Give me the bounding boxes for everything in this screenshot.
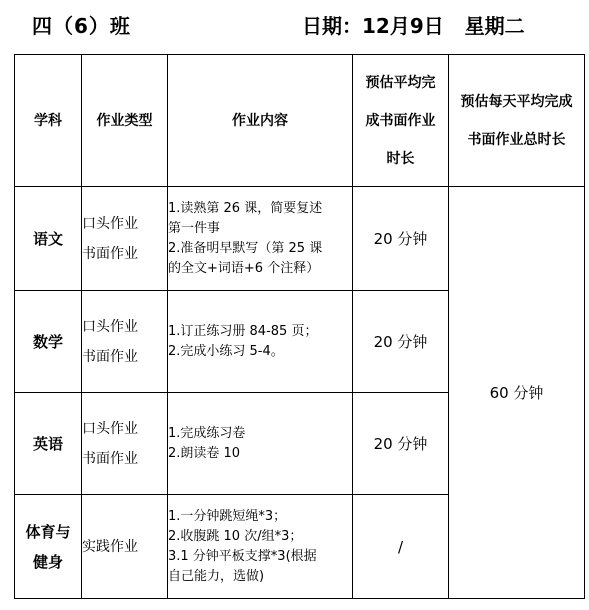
date-label: 日期：12月9日 星期二 bbox=[302, 14, 525, 38]
header-content: 作业内容 bbox=[168, 55, 353, 187]
time-cell: / bbox=[353, 495, 449, 599]
header-est-time: 预估平均完 成书面作业 时长 bbox=[353, 55, 449, 187]
time-cell: 20 分钟 bbox=[353, 291, 449, 393]
class-name: 四（6）班 bbox=[32, 14, 131, 38]
subject-cell: 英语 bbox=[15, 393, 82, 495]
page-header bbox=[22, 6, 569, 40]
time-cell: 20 分钟 bbox=[353, 187, 449, 291]
total-time-cell: 60 分钟 bbox=[449, 187, 585, 599]
type-cell: 实践作业 bbox=[82, 495, 168, 599]
homework-table bbox=[14, 54, 585, 599]
type-cell: 口头作业 书面作业 bbox=[82, 187, 168, 291]
subject-cell: 语文 bbox=[15, 187, 82, 291]
subject-cell: 体育与 健身 bbox=[15, 495, 82, 599]
table-header-row bbox=[15, 55, 585, 187]
content-cell: 1.完成练习卷 2.朗读卷 10 bbox=[168, 393, 353, 495]
content-cell: 1.订正练习册 84-85 页； 2.完成小练习 5-4。 bbox=[168, 291, 353, 393]
subject-cell: 数学 bbox=[15, 291, 82, 393]
content-cell: 1.一分钟跳短绳*3； 2.收腹跳 10 次/组*3； 3.1 分钟平板支撑*3(根据 自己能力，选做) bbox=[168, 495, 353, 599]
time-cell: 20 分钟 bbox=[353, 393, 449, 495]
type-cell: 口头作业 书面作业 bbox=[82, 291, 168, 393]
header-type: 作业类型 bbox=[82, 55, 168, 187]
header-est-total: 预估每天平均完成 书面作业总时长 bbox=[449, 55, 585, 187]
type-cell: 口头作业 书面作业 bbox=[82, 393, 168, 495]
header-subject: 学科 bbox=[15, 55, 82, 187]
table-row bbox=[15, 187, 585, 291]
content-cell: 1.读熟第 26 课，简要复述 第一件事 2.准备明早默写（第 25 课 的全文+词语+6 个注释） bbox=[168, 187, 353, 291]
